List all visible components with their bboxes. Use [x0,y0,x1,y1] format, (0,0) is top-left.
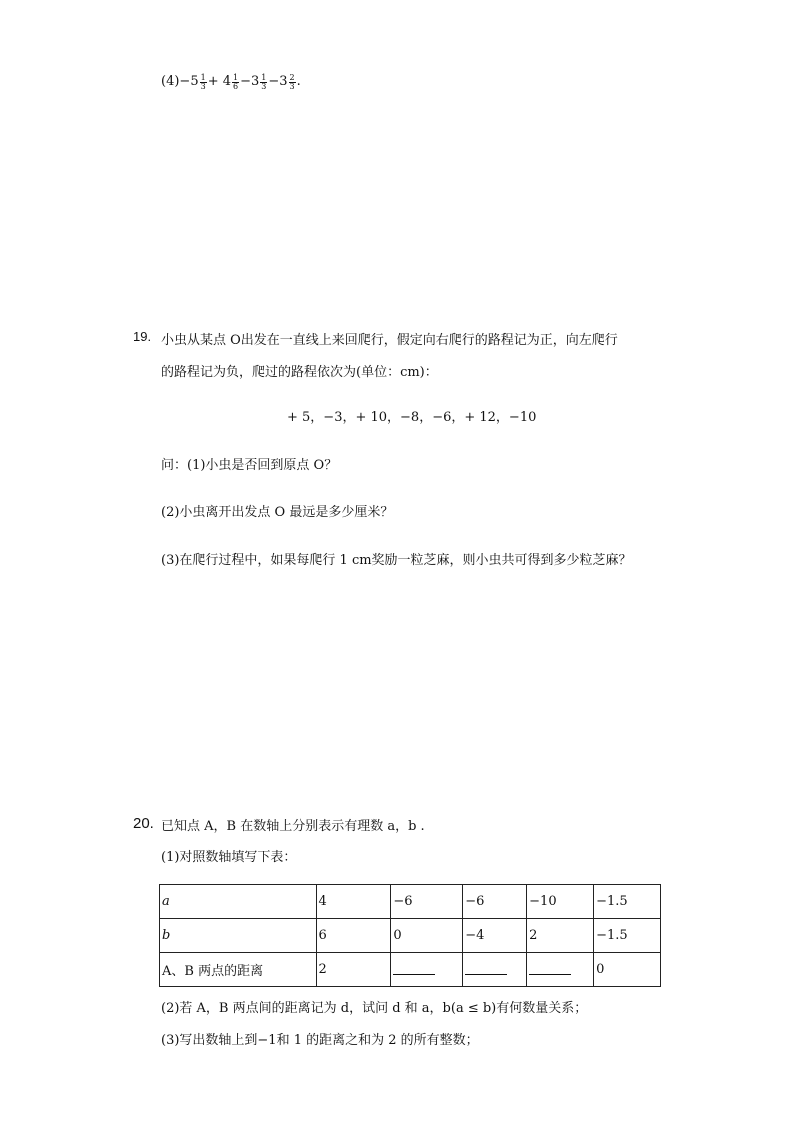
answer-blank[interactable] [393,961,435,975]
term3-fraction: $\frac{1}{3}$ [261,73,267,91]
table-cell: A、B 两点的距离 [160,953,317,987]
table-cell: 6 [316,919,391,953]
q19-sub2: (2)小虫离开出发点 O 最远是多少厘米？ [161,505,394,520]
q19-line2: 的路程记为负，爬过的路程依次为(单位：cm)： [161,365,438,380]
q19-line1: 小虫从某点 O出发在一直线上来回爬行，假定向右爬行的路程记为正，向左爬行 [161,333,618,348]
answer-blank-cell[interactable] [527,953,594,987]
table-cell: −1.5 [594,919,661,953]
q19-sub1: 问：(1)小虫是否回到原点 O？ [161,458,338,473]
table-cell: −1.5 [594,885,661,919]
answer-blank-cell[interactable] [463,953,527,987]
q20-sub1: (1)对照数轴填写下表： [161,850,297,865]
part4-expression [161,74,301,91]
table-row [160,885,661,919]
term4-whole: −3 [268,74,288,89]
term1-fraction: $\frac{1}{3}$ [200,73,206,91]
q19-number: 19. [133,329,152,344]
table-cell: 2 [316,953,391,987]
table-cell: 0 [594,953,661,987]
term2-whole: + 4 [207,74,231,89]
q20-sub3: (3)写出数轴上到−1和 1 的距离之和为 2 的所有整数； [161,1033,479,1048]
table-cell: 0 [391,919,463,953]
term4-fraction: $\frac{2}{3}$ [289,73,295,91]
answer-blank[interactable] [529,961,571,975]
table-cell: 4 [316,885,391,919]
distance-table [159,884,661,987]
term2-fraction: $\frac{1}{6}$ [232,73,239,91]
table-cell: −4 [463,919,527,953]
q20-sub2: (2)若 A，B 两点间的距离记为 d，试问 d 和 a，b(a ≤ b)有何数量关系； [161,1001,588,1016]
table-cell: −6 [391,885,463,919]
q19-sub3: (3)在爬行过程中，如果每爬行 1 cm奖励一粒芝麻，则小虫共可得到多少粒芝麻？ [161,553,632,568]
table-cell: 2 [527,919,594,953]
table-row [160,953,661,987]
answer-blank-cell[interactable] [391,953,463,987]
table-cell: b [160,919,317,953]
table-row [160,919,661,953]
table-cell: −10 [527,885,594,919]
q20-line1: 已知点 A，B 在数轴上分别表示有理数 a，b . [161,819,425,834]
term3-whole: −3 [240,74,260,89]
table-cell: −6 [463,885,527,919]
part4-label: (4) [161,74,180,89]
q20-number: 20. [133,815,154,832]
table-cell: a [160,885,317,919]
q19-sequence: + 5，−3，+ 10，−8，−6，+ 12，−10 [287,410,537,425]
part4-period: . [296,74,301,89]
term1-whole: −5 [179,74,199,89]
answer-blank[interactable] [465,961,507,975]
